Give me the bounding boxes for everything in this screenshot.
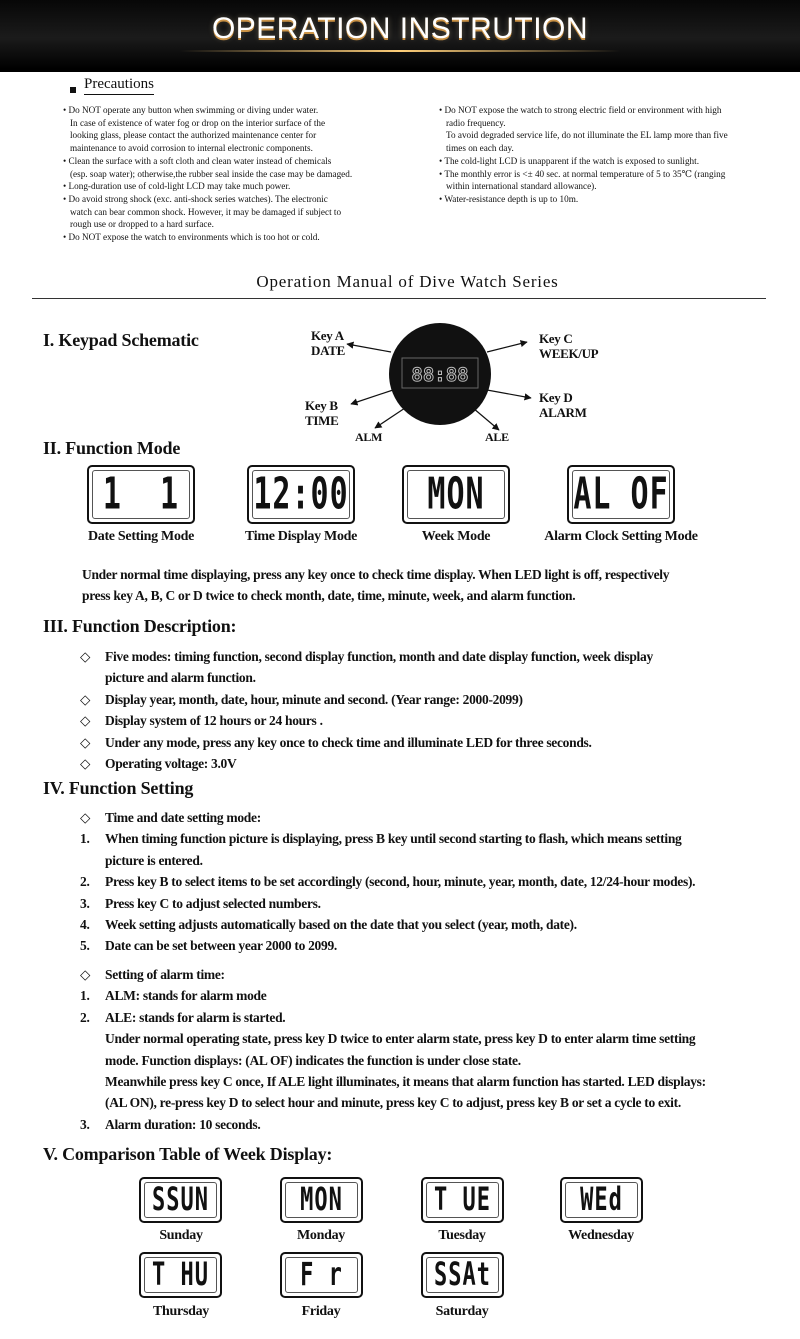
weekday-caption: Friday xyxy=(301,1304,341,1319)
precaution-line: • Clean the surface with a soft cloth and clean water instead of chemicals xyxy=(63,155,332,166)
diamond-bullet-icon: ◇ xyxy=(80,691,91,707)
list-item-text: Press key B to select items to be set accordingly (second, hour, minute, year, month, date, 12/24-hour modes). xyxy=(105,874,696,890)
precaution-line: rough use or dropped to a hard surface. xyxy=(70,219,214,230)
list-item-text: Under any mode, press any key once to check time and illuminate LED for three seconds. xyxy=(105,734,592,750)
lcd-monday xyxy=(280,1177,363,1223)
list-item-text: Week setting adjusts automatically based on the date that you select (year, moth, date). xyxy=(105,917,577,933)
precaution-line: • Water-resistance depth is up to 10m. xyxy=(439,193,579,204)
list-item-text: ALE: stands for alarm is started. xyxy=(105,1009,286,1025)
section-heading-setting: IV. Function Setting xyxy=(43,778,194,798)
precaution-line: maintenance to avoid corrosion to internal electronic components. xyxy=(70,143,313,154)
section-heading-week-table: V. Comparison Table of Week Display: xyxy=(43,1144,333,1164)
precaution-line: times on each day. xyxy=(446,143,514,154)
key-d-label xyxy=(539,390,587,420)
list-item xyxy=(80,985,706,1006)
lcd-digits: F r xyxy=(300,1256,343,1294)
list-item-text: Time and date setting mode: xyxy=(105,810,261,825)
lcd-alarm-setting xyxy=(567,465,675,524)
lcd-time-display xyxy=(247,465,355,524)
lcd-thursday xyxy=(139,1252,222,1298)
lcd-digits: 1 1 xyxy=(102,469,180,520)
list-number: 5. xyxy=(80,938,90,954)
diamond-bullet-icon: ◇ xyxy=(80,810,91,825)
lcd-tuesday xyxy=(421,1177,504,1223)
key-b-name: Key B xyxy=(305,398,338,413)
list-number: 2. xyxy=(80,1009,90,1025)
precaution-line: • Do NOT expose the watch to strong electric field or environment with high xyxy=(439,105,722,115)
precautions-heading-text: Precautions xyxy=(84,76,154,95)
list-item xyxy=(80,964,706,985)
weekday-caption: Wednesday xyxy=(568,1228,634,1243)
section-heading-function-mode: II. Function Mode xyxy=(43,438,181,458)
precaution-line: • Do avoid strong shock (exc. anti-shock series watches). The electronic xyxy=(63,193,328,204)
lcd-digits: SSAt xyxy=(434,1256,491,1294)
mode-note-line: Under normal time displaying, press any key once to check time display. When LED light is off, respectively xyxy=(82,567,670,582)
list-item-text: Meanwhile press key C once, If ALE light illuminates, it means that alarm function has started. LED displays: xyxy=(105,1074,706,1090)
time-setting-list xyxy=(80,807,695,957)
weekday-caption: Thursday xyxy=(153,1304,209,1319)
key-d-name: Key D xyxy=(539,390,573,405)
key-b-function: TIME xyxy=(305,413,339,428)
list-item xyxy=(80,753,653,774)
list-item xyxy=(80,710,653,731)
precaution-line: watch can bear common shock. However, it may be damaged if subject to xyxy=(70,206,342,217)
lcd-saturday xyxy=(421,1252,504,1298)
list-item-text: Under normal operating state, press key D twice to enter alarm state, press key D to enter alarm time setting xyxy=(105,1031,696,1047)
precaution-line: • Do NOT expose the watch to environments which is too hot or cold. xyxy=(63,232,320,243)
list-number: 2. xyxy=(80,874,90,890)
diamond-bullet-icon: ◇ xyxy=(80,713,91,729)
mode-note-line: press key A, B, C or D twice to check month, date, time, minute, week, and alarm function. xyxy=(82,588,576,604)
square-bullet-icon xyxy=(70,87,76,93)
lcd-sunday xyxy=(139,1177,222,1223)
weekday-caption: Monday xyxy=(297,1228,345,1243)
diamond-bullet-icon: ◇ xyxy=(80,756,91,772)
key-a-function: DATE xyxy=(311,343,345,358)
key-a-name: Key A xyxy=(311,328,344,343)
diamond-bullet-icon: ◇ xyxy=(80,734,91,750)
divider xyxy=(32,298,766,299)
list-item-text: mode. Function displays: (AL OF) indicates the function is under close state. xyxy=(105,1052,521,1068)
key-d-function: ALARM xyxy=(539,405,587,420)
list-item xyxy=(80,1114,706,1135)
list-item xyxy=(80,1007,706,1114)
list-item-text: Setting of alarm time: xyxy=(105,967,225,982)
list-item-text: ALM: stands for alarm mode xyxy=(105,988,267,1004)
list-number: 4. xyxy=(80,917,90,933)
lcd-digits: MON xyxy=(427,469,485,520)
list-item-text: Press key C to adjust selected numbers. xyxy=(105,895,321,911)
mode-caption: Date Setting Mode xyxy=(87,529,195,544)
weekday-caption: Tuesday xyxy=(438,1228,486,1243)
list-item xyxy=(80,871,695,892)
ale-label: ALE xyxy=(485,430,509,444)
list-item-text: picture and alarm function. xyxy=(105,670,256,686)
lcd-wednesday xyxy=(560,1177,643,1223)
list-item xyxy=(80,807,695,828)
lcd-digits: 12:00 xyxy=(253,469,349,520)
svg-text:88:88: 88:88 xyxy=(411,364,469,386)
precaution-line: looking glass, please contact the authorized maintenance center for xyxy=(70,130,317,141)
weekday-caption: Sunday xyxy=(159,1228,203,1243)
list-item-text: (AL ON), re-press key D to select hour and minute, press key C to adjust, press key B or set a cycle to exit. xyxy=(105,1095,681,1111)
key-c-function: WEEK/UP xyxy=(539,346,599,361)
key-c-label xyxy=(539,331,598,361)
lcd-digits: AL OF xyxy=(573,469,669,520)
precaution-line: To avoid degraded service life, do not illuminate the EL lamp more than five xyxy=(446,130,728,141)
key-a-label xyxy=(311,328,345,358)
precautions-heading xyxy=(70,76,154,95)
list-number: 3. xyxy=(80,1116,90,1132)
list-item-text: Display system of 12 hours or 24 hours . xyxy=(105,713,323,729)
precautions-left-column xyxy=(63,104,418,244)
diamond-bullet-icon: ◇ xyxy=(80,649,91,664)
list-item xyxy=(80,646,653,689)
list-item-text: Operating voltage: 3.0V xyxy=(105,756,237,772)
page-title: OPERATION INSTRUTION xyxy=(211,12,589,45)
list-item-text: Display year, month, date, hour, minute and second. (Year range: 2000-2099) xyxy=(105,691,523,707)
alarm-setting-list xyxy=(80,964,706,1135)
precaution-line: • The cold-light LCD is unapparent if the watch is exposed to sunlight. xyxy=(439,155,699,166)
banner-underline xyxy=(180,50,620,52)
list-item xyxy=(80,935,695,956)
header-banner xyxy=(0,0,800,72)
section-heading-keypad: I. Keypad Schematic xyxy=(43,330,199,350)
precaution-line: • Do NOT operate any button when swimming or diving under water. xyxy=(63,105,319,115)
lcd-digits: WEd xyxy=(580,1181,623,1219)
list-item-text: picture is entered. xyxy=(105,852,203,868)
alm-label: ALM xyxy=(355,430,383,444)
key-c-name: Key C xyxy=(539,331,573,346)
precaution-line: In case of existence of water fog or drop on the interior surface of the xyxy=(70,117,326,128)
list-item-text: Alarm duration: 10 seconds. xyxy=(105,1116,261,1132)
precaution-line: within international standard allowance). xyxy=(446,181,597,192)
precaution-line: radio frequency. xyxy=(446,117,506,128)
section-heading-description: III. Function Description: xyxy=(43,616,237,636)
list-item xyxy=(80,689,653,710)
list-item xyxy=(80,893,695,914)
mode-caption: Time Display Mode xyxy=(244,529,358,544)
precaution-line: • Long-duration use of cold-light LCD may take much power. xyxy=(63,181,291,192)
keypad-diagram xyxy=(295,320,605,450)
lcd-date-setting xyxy=(87,465,195,524)
manual-title: Operation Manual of Dive Watch Series xyxy=(256,272,559,291)
list-number: 1. xyxy=(80,831,90,847)
lcd-digits: T HU xyxy=(152,1256,209,1294)
list-item xyxy=(80,732,653,753)
precaution-line: (esp. soap water); otherwise,the rubber seal inside the case may be damaged. xyxy=(70,168,353,179)
lcd-digits: MON xyxy=(300,1181,343,1219)
list-item-text: Date can be set between year 2000 to 2099. xyxy=(105,938,337,954)
mode-caption: Week Mode xyxy=(421,529,491,544)
weekday-caption: Saturday xyxy=(435,1304,489,1319)
precautions-right-column xyxy=(439,104,784,206)
lcd-digits: SSUN xyxy=(152,1181,209,1219)
lcd-week-mode xyxy=(402,465,510,524)
list-number: 3. xyxy=(80,895,90,911)
diamond-bullet-icon: ◇ xyxy=(80,967,91,982)
description-list xyxy=(80,646,653,774)
list-number: 1. xyxy=(80,988,90,1004)
list-item-text: When timing function picture is displaying, press B key until second starting to flash, which means setting xyxy=(105,831,682,847)
lcd-digits: T UE xyxy=(434,1181,491,1219)
list-item-text: Five modes: timing function, second display function, month and date display function, week display xyxy=(105,649,653,664)
key-b-label xyxy=(305,398,338,428)
list-item xyxy=(80,914,695,935)
list-item xyxy=(80,828,695,871)
mode-note xyxy=(82,564,669,607)
precaution-line: • The monthly error is <± 40 sec. at normal temperature of 5 to 35℃ (ranging xyxy=(439,168,726,179)
mode-caption: Alarm Clock Setting Mode xyxy=(544,529,698,544)
lcd-friday xyxy=(280,1252,363,1298)
